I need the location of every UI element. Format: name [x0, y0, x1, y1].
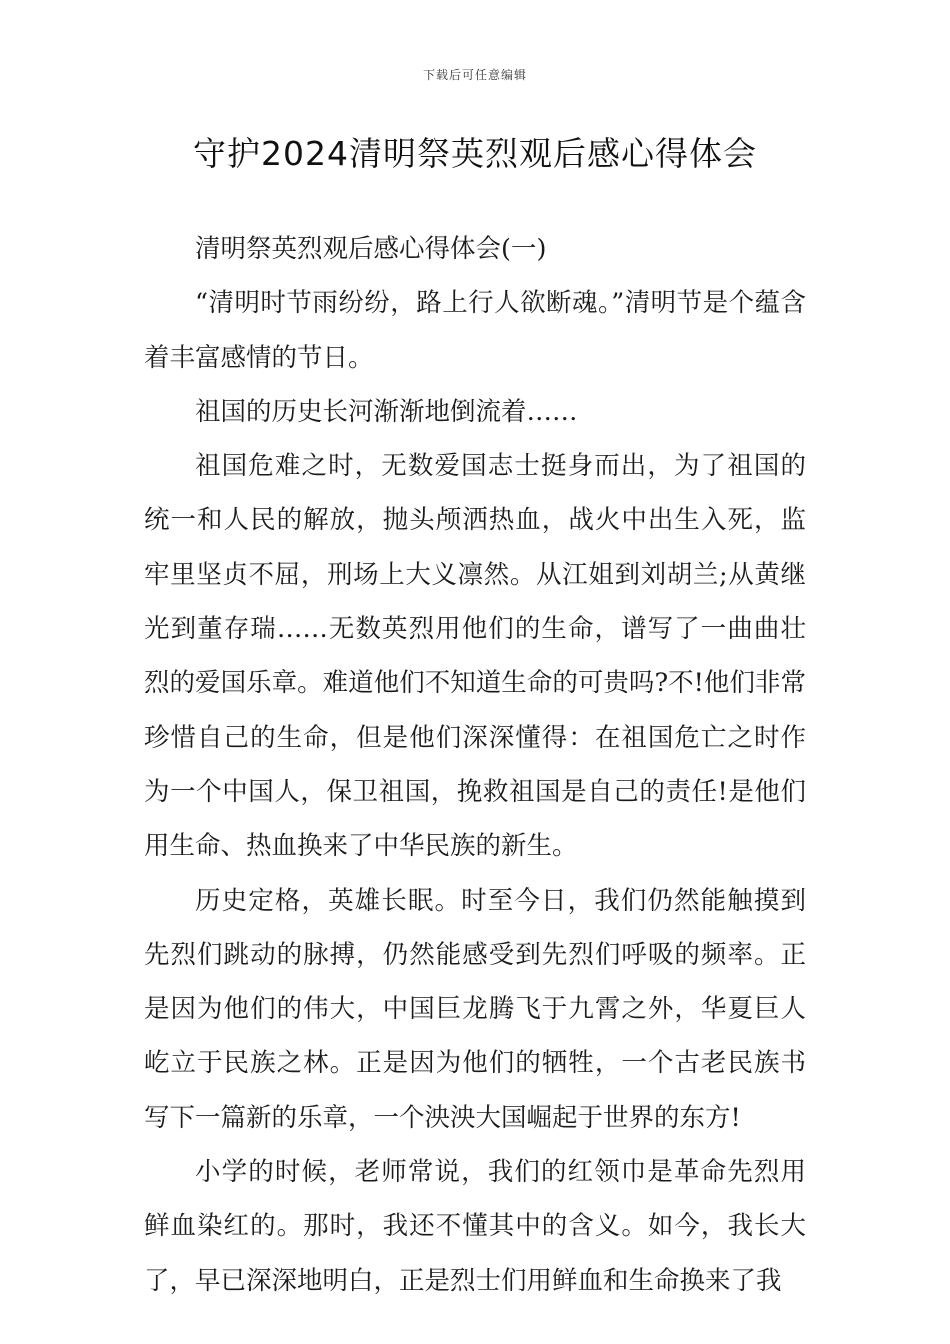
document-title: 守护2024清明祭英烈观后感心得体会 [193, 134, 757, 173]
paragraph: “清明时节雨纷纷，路上行人欲断魂。”清明节是个蕴含着丰富感情的节日。 [144, 288, 806, 373]
paragraph-section-heading: 清明祭英烈观后感心得体会(一) [195, 234, 547, 264]
paragraph: 祖国危难之时，无数爱国志士挺身而出，为了祖国的统一和人民的解放，抛头颅洒热血，战火中出生入死，监牢里坚贞不屈，刑场上大义凛然。从江姐到刘胡兰;从黄继光到董存瑞……无数英烈用他们的生命，谱写了一曲曲壮烈的爱国乐章。难道他们不知道生命的可贵吗?不!他们非常珍惜自己的生命，但是他们深深懂得：在祖国危亡之时作为一个中国人，保卫祖国，挽救祖国是自己的责任!是他们用生命、热血换来了中华民族的新生。 [144, 451, 806, 862]
header-note: 下载后可任意编辑 [422, 68, 527, 82]
document-body [144, 222, 806, 1308]
paragraph: 祖国的历史长河渐渐地倒流着…… [195, 396, 578, 427]
paragraph: 历史定格，英雄长眠。时至今日，我们仍然能触摸到先烈们跳动的脉搏，仍然能感受到先烈们呼吸的频率。正是因为他们的伟大，中国巨龙腾飞于九霄之外，华夏巨人屹立于民族之林。正是因为他们的牺牲，一个古老民族书写下一篇新的乐章，一个泱泱大国崛起于世界的东方! [144, 885, 806, 1133]
paragraph: 小学的时候，老师常说，我们的红领巾是革命先烈用鲜血染红的。那时，我还不懂其中的含义。如今，我长大了，早已深深地明白，正是烈士们用鲜血和生命换来了我 [144, 1157, 806, 1296]
